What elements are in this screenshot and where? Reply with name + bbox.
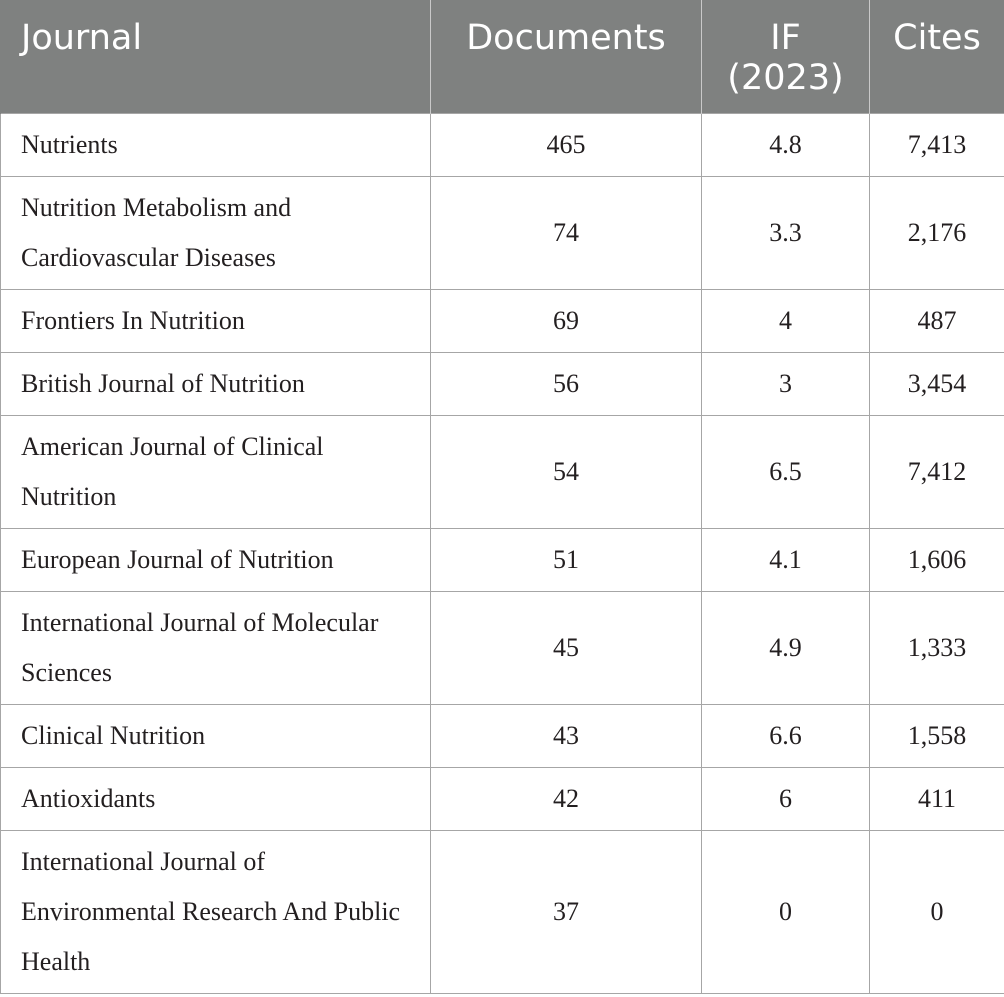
- table-row: [1, 415, 1004, 528]
- journal-cell: European Journal of Nutrition: [1, 528, 431, 591]
- journal-cell: Clinical Nutrition: [1, 704, 431, 767]
- documents-cell: 45: [431, 591, 702, 704]
- if-cell: 6: [702, 767, 870, 830]
- header-if: [702, 0, 870, 113]
- cites-cell: 1,333: [870, 591, 1004, 704]
- cites-cell: 7,412: [870, 415, 1004, 528]
- documents-cell: 465: [431, 113, 702, 176]
- documents-cell: 42: [431, 767, 702, 830]
- header-if-year: (2023): [727, 58, 844, 98]
- table-body: [1, 113, 1004, 993]
- documents-cell: 37: [431, 830, 702, 993]
- if-cell: 0: [702, 830, 870, 993]
- table-row: [1, 591, 1004, 704]
- journal-cell: Frontiers In Nutrition: [1, 289, 431, 352]
- table-row: [1, 704, 1004, 767]
- if-cell: 3: [702, 352, 870, 415]
- header-documents: Documents: [431, 0, 702, 113]
- table-row: [1, 113, 1004, 176]
- cites-cell: 7,413: [870, 113, 1004, 176]
- table-row: [1, 767, 1004, 830]
- journal-cell: Nutrients: [1, 113, 431, 176]
- documents-cell: 54: [431, 415, 702, 528]
- cites-cell: 1,606: [870, 528, 1004, 591]
- journal-cell: Nutrition Metabolism and Cardiovascular Diseases: [1, 176, 431, 289]
- journal-cell: International Journal of Molecular Sciences: [1, 591, 431, 704]
- header-journal: Journal: [1, 0, 431, 113]
- table-header: [1, 0, 1004, 113]
- cites-cell: 2,176: [870, 176, 1004, 289]
- journal-cell: American Journal of Clinical Nutrition: [1, 415, 431, 528]
- table-row: [1, 528, 1004, 591]
- documents-cell: 43: [431, 704, 702, 767]
- table-row: [1, 352, 1004, 415]
- journal-cell: Antioxidants: [1, 767, 431, 830]
- documents-cell: 51: [431, 528, 702, 591]
- documents-cell: 69: [431, 289, 702, 352]
- header-if-label: IF: [770, 18, 801, 58]
- journal-cell: International Journal of Environmental Research And Public Health: [1, 830, 431, 993]
- journal-cell: British Journal of Nutrition: [1, 352, 431, 415]
- table-row: [1, 830, 1004, 993]
- table-row: [1, 289, 1004, 352]
- header-cites: Cites: [870, 0, 1004, 113]
- if-cell: 4.9: [702, 591, 870, 704]
- if-cell: 4: [702, 289, 870, 352]
- header-row: [1, 0, 1004, 113]
- cites-cell: 487: [870, 289, 1004, 352]
- if-cell: 4.8: [702, 113, 870, 176]
- table-row: [1, 176, 1004, 289]
- cites-cell: 3,454: [870, 352, 1004, 415]
- documents-cell: 56: [431, 352, 702, 415]
- cites-cell: 411: [870, 767, 1004, 830]
- cites-cell: 1,558: [870, 704, 1004, 767]
- if-cell: 3.3: [702, 176, 870, 289]
- if-cell: 6.5: [702, 415, 870, 528]
- cites-cell: 0: [870, 830, 1004, 993]
- documents-cell: 74: [431, 176, 702, 289]
- if-cell: 4.1: [702, 528, 870, 591]
- if-cell: 6.6: [702, 704, 870, 767]
